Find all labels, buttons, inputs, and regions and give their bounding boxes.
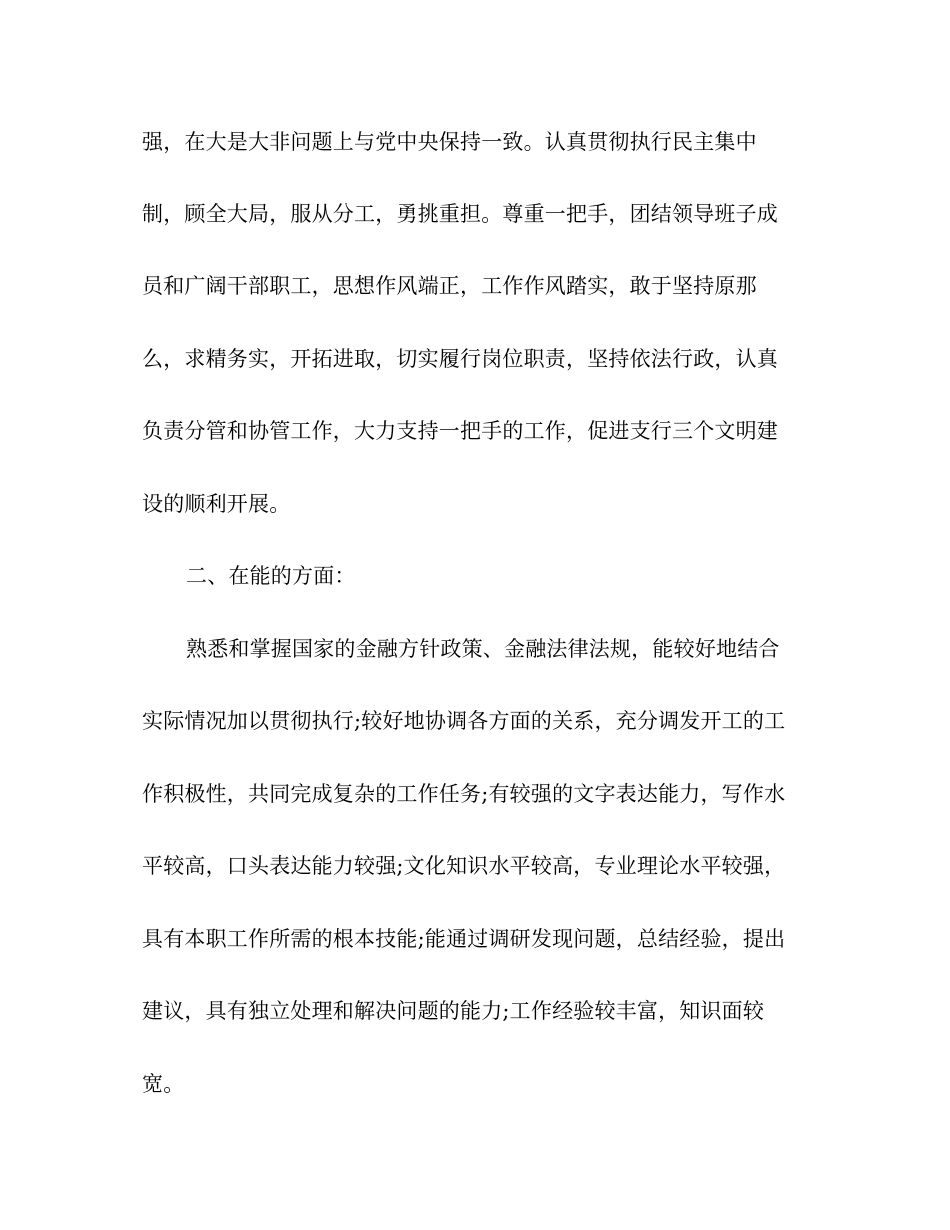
- paragraph-line-5: 负责分管和协管工作，大力支持一把手的工作，促进支行三个文明建: [142, 419, 778, 443]
- paragraph-line-11: 具有本职工作所需的根本技能;能通过调研发现问题，总结经验，提出: [142, 927, 786, 951]
- paragraph-line-4: 么，求精务实，开拓进取，切实履行岗位职责，坚持依法行政，认真: [142, 347, 778, 371]
- paragraph-line-6: 设的顺利开展。: [142, 492, 291, 516]
- paragraph-line-3: 员和广阔干部职工，思想作风端正，工作作风踏实，敢于坚持原那: [142, 274, 757, 298]
- paragraph-line-8: 实际情况加以贯彻执行;较好地协调各方面的关系，充分调发开工的工: [142, 709, 786, 733]
- paragraph-line-12: 建议，具有独立处理和解决问题的能力;工作经验较丰富，知识面较: [142, 999, 765, 1023]
- paragraph-line-9: 作积极性，共同完成复杂的工作任务;有较强的文字表达能力，写作水: [142, 782, 786, 806]
- paragraph-line-7: 熟悉和掌握国家的金融方针政策、金融法律法规，能较好地结合: [186, 637, 780, 661]
- paragraph-line-1: 强，在大是大非问题上与党中央保持一致。认真贯彻执行民主集中: [142, 130, 757, 154]
- section-heading: 二、在能的方面：: [186, 564, 356, 588]
- paragraph-line-10: 平较高，口头表达能力较强;文化知识水平较高，专业理论水平较强，: [142, 854, 786, 878]
- paragraph-line-2: 制，顾全大局，服从分工，勇挑重担。尊重一把手，团结领导班子成: [142, 202, 778, 226]
- paragraph-line-13: 宽。: [142, 1072, 185, 1096]
